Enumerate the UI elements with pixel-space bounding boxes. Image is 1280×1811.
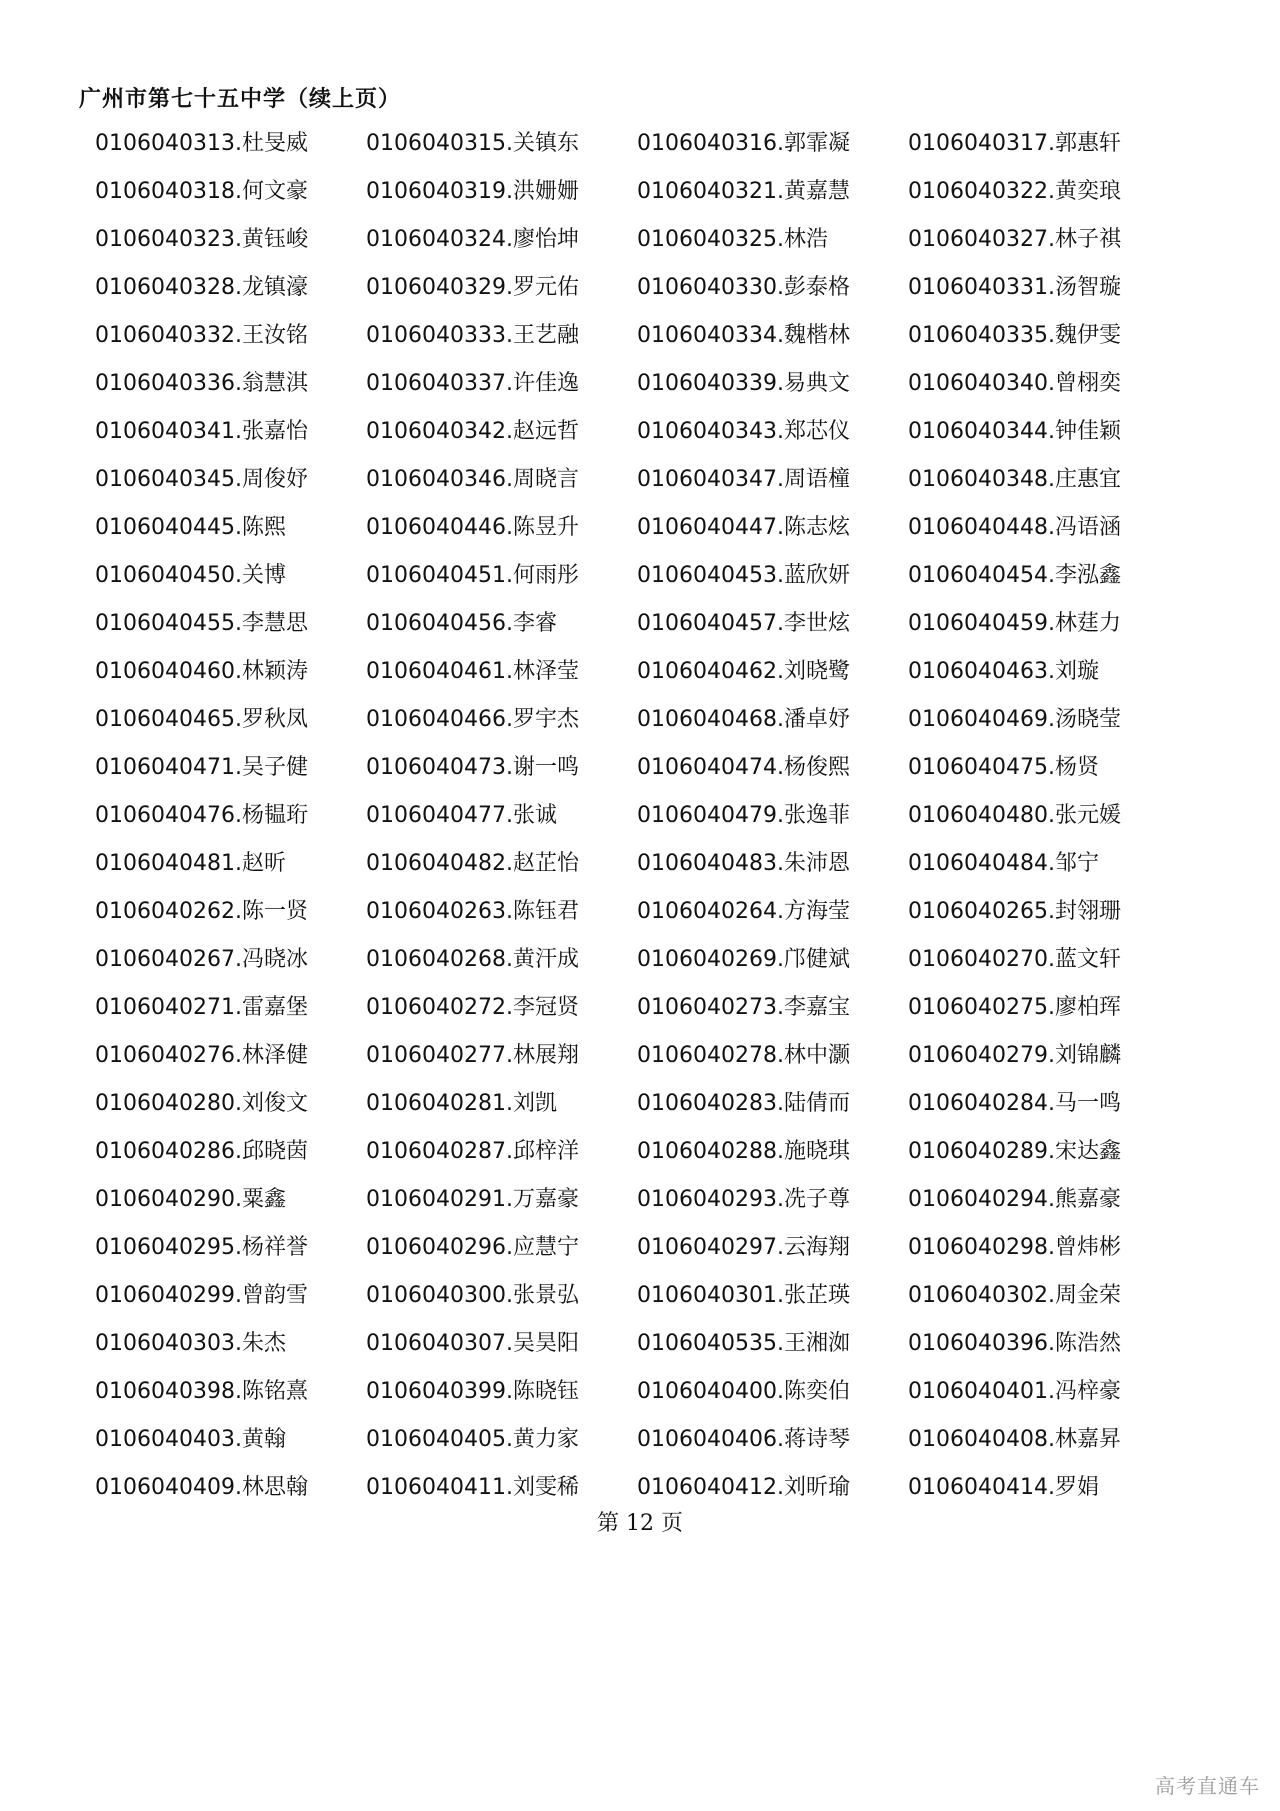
list-item: 0106040327.林子祺: [908, 227, 1121, 252]
list-item: 0106040325.林浩: [637, 227, 828, 252]
list-item: 0106040269.邝健斌: [637, 947, 850, 972]
list-item: 0106040272.李冠贤: [366, 995, 579, 1020]
list-item: 0106040459.林莛力: [908, 611, 1121, 636]
list-item: 0106040295.杨祥誉: [95, 1235, 308, 1260]
list-item: 0106040453.蓝欣妍: [637, 563, 850, 588]
list-item: 0106040396.陈浩然: [908, 1331, 1121, 1356]
list-item: 0106040465.罗秋凤: [95, 707, 308, 732]
list-item: 0106040268.黄汗成: [366, 947, 579, 972]
list-item: 0106040318.何文豪: [95, 179, 308, 204]
list-item: 0106040399.陈晓钰: [366, 1379, 579, 1404]
list-item: 0106040479.张逸菲: [637, 803, 850, 828]
list-item: 0106040451.何雨彤: [366, 563, 579, 588]
list-item: 0106040476.杨韫珩: [95, 803, 308, 828]
list-item: 0106040460.林颖涛: [95, 659, 308, 684]
list-item: 0106040271.雷嘉堡: [95, 995, 308, 1020]
list-item: 0106040329.罗元佑: [366, 275, 579, 300]
list-item: 0106040284.马一鸣: [908, 1091, 1121, 1116]
list-item: 0106040307.吴昊阳: [366, 1331, 579, 1356]
list-item: 0106040277.林展翔: [366, 1043, 579, 1068]
list-item: 0106040477.张诚: [366, 803, 557, 828]
list-item: 0106040299.曾韵雪: [95, 1283, 308, 1308]
list-item: 0106040474.杨俊熙: [637, 755, 850, 780]
list-item: 0106040321.黄嘉慧: [637, 179, 850, 204]
list-item: 0106040276.林泽健: [95, 1043, 308, 1068]
list-item: 0106040535.王湘洳: [637, 1331, 850, 1356]
section-title: 广州市第七十五中学（续上页）: [79, 87, 402, 112]
list-item: 0106040398.陈铭熹: [95, 1379, 308, 1404]
list-item: 0106040301.张芷瑛: [637, 1283, 850, 1308]
list-item: 0106040287.邱梓洋: [366, 1139, 579, 1164]
list-item: 0106040408.林嘉昇: [908, 1427, 1121, 1452]
list-item: 0106040303.朱杰: [95, 1331, 286, 1356]
list-item: 0106040455.李慧思: [95, 611, 308, 636]
list-item: 0106040411.刘雯稀: [366, 1475, 579, 1500]
list-item: 0106040313.杜旻威: [95, 131, 308, 156]
list-item: 0106040336.翁慧淇: [95, 371, 308, 396]
list-item: 0106040330.彭泰格: [637, 275, 850, 300]
list-item: 0106040262.陈一贤: [95, 899, 308, 924]
list-item: 0106040280.刘俊文: [95, 1091, 308, 1116]
list-item: 0106040463.刘璇: [908, 659, 1099, 684]
list-item: 0106040297.云海翔: [637, 1235, 850, 1260]
list-item: 0106040316.郭霏凝: [637, 131, 850, 156]
list-item: 0106040471.吴子健: [95, 755, 308, 780]
list-item: 0106040462.刘晓鹭: [637, 659, 850, 684]
list-item: 0106040405.黄力家: [366, 1427, 579, 1452]
name-list: [95, 120, 1215, 1512]
list-item: 0106040291.万嘉豪: [366, 1187, 579, 1212]
watermark: 高考直通车: [1155, 1774, 1260, 1798]
list-item: 0106040264.方海莹: [637, 899, 850, 924]
list-item: 0106040461.林泽莹: [366, 659, 579, 684]
list-item: 0106040347.周语橦: [637, 467, 850, 492]
list-item: 0106040300.张景弘: [366, 1283, 579, 1308]
list-item: 0106040447.陈志炫: [637, 515, 850, 540]
list-item: 0106040401.冯梓豪: [908, 1379, 1121, 1404]
page-number: 第 12 页: [597, 1511, 683, 1536]
list-item: 0106040323.黄钰峻: [95, 227, 308, 252]
list-item: 0106040339.易典文: [637, 371, 850, 396]
list-item: 0106040448.冯语涵: [908, 515, 1121, 540]
list-item: 0106040322.黄奕琅: [908, 179, 1121, 204]
list-item: 0106040263.陈钰君: [366, 899, 579, 924]
list-item: 0106040333.王艺融: [366, 323, 579, 348]
list-item: 0106040484.邹宁: [908, 851, 1099, 876]
list-item: 0106040348.庄惠宜: [908, 467, 1121, 492]
list-item: 0106040331.汤智璇: [908, 275, 1121, 300]
list-item: 0106040279.刘锦麟: [908, 1043, 1121, 1068]
list-item: 0106040328.龙镇濠: [95, 275, 308, 300]
list-item: 0106040288.施晓琪: [637, 1139, 850, 1164]
list-item: 0106040457.李世炫: [637, 611, 850, 636]
list-item: 0106040334.魏楷林: [637, 323, 850, 348]
list-item: 0106040480.张元媛: [908, 803, 1121, 828]
list-item: 0106040319.洪姗姗: [366, 179, 579, 204]
list-item: 0106040278.林中灏: [637, 1043, 850, 1068]
list-item: 0106040403.黄翰: [95, 1427, 286, 1452]
list-item: 0106040340.曾栩奕: [908, 371, 1121, 396]
list-item: 0106040456.李睿: [366, 611, 557, 636]
list-item: 0106040290.粟鑫: [95, 1187, 286, 1212]
list-item: 0106040335.魏伊雯: [908, 323, 1121, 348]
list-item: 0106040400.陈奕伯: [637, 1379, 850, 1404]
list-item: 0106040414.罗娟: [908, 1475, 1099, 1500]
list-item: 0106040483.朱沛恩: [637, 851, 850, 876]
list-item: 0106040482.赵芷怡: [366, 851, 579, 876]
list-item: 0106040273.李嘉宝: [637, 995, 850, 1020]
list-item: 0106040324.廖怡坤: [366, 227, 579, 252]
list-item: 0106040345.周俊妤: [95, 467, 308, 492]
list-item: 0106040473.谢一鸣: [366, 755, 579, 780]
list-item: 0106040342.赵远哲: [366, 419, 579, 444]
list-item: 0106040265.封翎珊: [908, 899, 1121, 924]
list-item: 0106040466.罗宇杰: [366, 707, 579, 732]
list-item: 0106040481.赵昕: [95, 851, 286, 876]
list-item: 0106040289.宋达鑫: [908, 1139, 1121, 1164]
list-item: 0106040315.关镇东: [366, 131, 579, 156]
list-item: 0106040341.张嘉怡: [95, 419, 308, 444]
list-item: 0106040275.廖柏珲: [908, 995, 1121, 1020]
list-item: 0106040270.蓝文轩: [908, 947, 1121, 972]
list-item: 0106040343.郑芯仪: [637, 419, 850, 444]
list-item: 0106040293.冼子尊: [637, 1187, 850, 1212]
list-item: 0106040445.陈熙: [95, 515, 286, 540]
list-item: 0106040409.林思翰: [95, 1475, 308, 1500]
list-item: 0106040332.王汝铭: [95, 323, 308, 348]
list-item: 0106040317.郭惠轩: [908, 131, 1121, 156]
list-item: 0106040337.许佳逸: [366, 371, 579, 396]
list-item: 0106040406.蒋诗琴: [637, 1427, 850, 1452]
list-item: 0106040468.潘卓妤: [637, 707, 850, 732]
list-item: 0106040296.应慧宁: [366, 1235, 579, 1260]
list-item: 0106040286.邱晓茵: [95, 1139, 308, 1164]
list-item: 0106040346.周晓言: [366, 467, 579, 492]
list-item: 0106040281.刘凯: [366, 1091, 557, 1116]
list-item: 0106040302.周金荣: [908, 1283, 1121, 1308]
list-item: 0106040469.汤晓莹: [908, 707, 1121, 732]
list-item: 0106040283.陆倩而: [637, 1091, 850, 1116]
list-item: 0106040344.钟佳颖: [908, 419, 1121, 444]
list-item: 0106040446.陈昱升: [366, 515, 579, 540]
list-item: 0106040267.冯晓冰: [95, 947, 308, 972]
list-item: 0106040450.关博: [95, 563, 286, 588]
list-item: 0106040294.熊嘉豪: [908, 1187, 1121, 1212]
list-item: 0106040475.杨贤: [908, 755, 1099, 780]
list-item: 0106040298.曾炜彬: [908, 1235, 1121, 1260]
list-item: 0106040412.刘昕瑜: [637, 1475, 850, 1500]
list-item: 0106040454.李泓鑫: [908, 563, 1121, 588]
